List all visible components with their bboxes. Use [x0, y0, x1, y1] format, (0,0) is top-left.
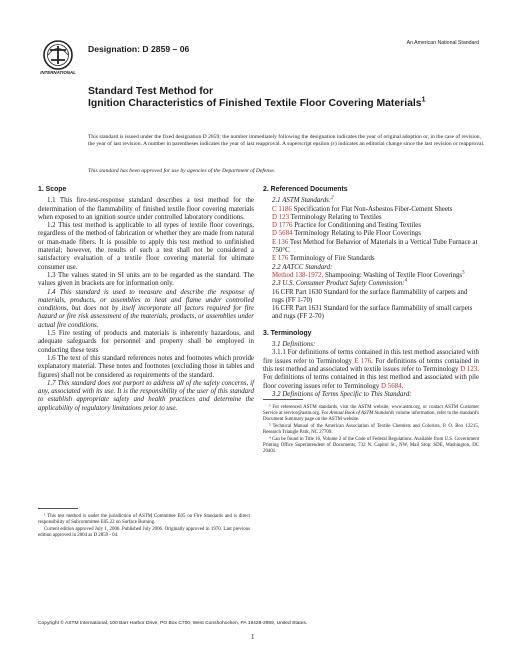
reference-item — [263, 255, 479, 263]
aatcc-heading: 2.2 AATCC Standard: — [272, 263, 333, 271]
reference-title: Test Method for Behavior of Materials in a Vertical Tube Furnace at 750°C — [272, 238, 478, 255]
cfr-1631: 16 CFR Part 1631 Standard for the surface flammability of small carpets and rugs (FF 2-70) — [272, 305, 473, 321]
fn2-italic: Annual Book of ASTM Standards — [329, 411, 395, 416]
text-part: 3.1.1 For definitions of terms contained in this test method associated with fire issues refer to Terminology — [263, 349, 479, 365]
footnote-3: ³ Technical Manual of the American Association of Textile Chemists and Colorists, P. O. Box 12215, Research Triangle Park, NC 27709. — [263, 424, 479, 435]
footnotes-right — [263, 405, 479, 456]
reference-title: Specification for Flat Non-Asbestos Fiber-Cement Sheets — [293, 205, 453, 213]
dod-approval: This standard has been approved for use by agencies of the Department of Defense. — [88, 168, 276, 174]
footnote-divider-right — [263, 399, 303, 400]
reference-title: Practice for Conditioning and Testing Textiles — [294, 222, 422, 230]
ref-d123-link[interactable]: D 123 — [460, 365, 478, 373]
document-title — [88, 86, 428, 110]
designation: Designation: D 2859 – 06 — [88, 44, 190, 54]
reference-link[interactable]: D 123 — [272, 213, 290, 221]
reference-title: Terminology of Fire Standards — [289, 255, 375, 263]
footnote-1-edition: Current edition approved July 1, 2006. Published July 2006. Originally approved in 1970. Last previous edition approved in 2004 as D 2859 - 04. — [38, 527, 250, 538]
copyright-notice: Copyright © ASTM International, 100 Barr Harbor Drive, PO Box C700, West Conshohocken, PA 19428-2959, United States. — [38, 621, 308, 626]
aatcc-link[interactable]: Method 138-1972, — [272, 271, 324, 279]
scope-heading: 1. Scope — [38, 186, 67, 193]
reference-link[interactable]: E 176 — [272, 255, 289, 263]
cpsc-heading — [263, 280, 479, 288]
astm-footnote-mark: 2 — [331, 196, 334, 201]
footnote-divider-left — [38, 508, 78, 509]
aatcc-title: Shampooing: Washing of Textile Floor Coverings — [325, 271, 463, 279]
scope-1-4: 1.4 This standard is used to measure and describe the response of materials, products, or assemblies to heat and flame under controlled conditions, but does not by itself incorporate all factors required for fire hazard or fire risk assessment of the materials, products, or assemblies under actual fire conditions. — [38, 288, 254, 329]
scope-1-2: 1.2 This test method is applicable to all types of textile floor coverings, regardless of the method of fabrication or whether they are made from natural or man-made fibers. It is possible to apply this test method to unfinished material; however, the results of such a test shall not be considered a satisfactory evaluation of a textile floor covering material for ultimate consumer use. — [38, 222, 254, 271]
reference-title: Terminology Relating to Textiles — [290, 213, 382, 221]
reference-item — [263, 222, 479, 230]
terminology-3-1-1 — [263, 349, 479, 390]
national-standard-label: An American National Standard — [406, 40, 479, 46]
text-part: . For definitions of terms contained in this test method and associated with pile floor covering issues refer to Terminology — [263, 365, 479, 390]
text-part: . — [401, 382, 404, 390]
footnote-2 — [263, 405, 479, 423]
terminology-heading: 3. Terminology — [263, 329, 312, 337]
ref-e176-link[interactable]: E 176 — [354, 357, 372, 365]
title-line-2 — [88, 94, 428, 110]
scope-1-7: 1.7 This standard does not purport to address all of the safety concerns, if any, associated with its use. It is the responsibility of the user of this standard to establish appropriate safety and health practices and determine the applicability of regulatory limitations prior to use. — [38, 379, 254, 412]
cfr-1630: 16 CFR Part 1630 Standard for the surface flammability of carpets and rugs (FF 1-70) — [272, 288, 468, 304]
issuance-notice: This standard is issued under the fixed designation D 2859; the number immediately following the designation indicates the year of original adoption or, in the case of revision, the year of last revision. A number in parentheses indicates the year of last reapproval. A superscript epsilon (ε) indicates an editorial change since the last revision or reapproval. — [88, 134, 485, 147]
scope-1-3: 1.3 The values stated in SI units are to be regarded as the standard. The values given in brackets are for information only. — [38, 271, 254, 288]
footnote-4: ⁴ Can be found in Title 16, Volume 2 of the Code of Federal Regulations. Available from U.S. Government Printing Office Superintendent of Documents, 732 N. Capitol St., NW, Mail Stop: SDE, Washington, DC 20401. — [263, 437, 479, 454]
reference-item — [263, 206, 479, 214]
scope-1-5: 1.5 Fire testing of products and materials is inherently hazardous, and adequate safeguards for personnel and property shall be employed in conducting these tests — [38, 330, 254, 354]
references-heading: 2. Referenced Documents — [263, 186, 348, 193]
reference-item — [263, 214, 479, 222]
title-footnote-mark: 1 — [421, 94, 426, 104]
page-number: 1 — [251, 634, 255, 641]
footnote-1: ¹ This test method is under the jurisdiction of ASTM Committee E05 on Fire Standards and is direct responsibility of Subcommittee E05.22 on Surface Burning. — [38, 514, 250, 525]
title-main: Ignition Characteristics of Finished Textile Floor Covering Materials — [88, 98, 422, 109]
astm-logo — [38, 38, 78, 78]
terminology-3-2: 3.2 Definitions of Terms Specific to This Standard: — [272, 390, 412, 398]
scope-1-1: 1.1 This fire-test-response standard describes a test method for the determination of the flammability of finished textile floor covering materials when exposed to an ignition source under controlled laboratory conditions. — [38, 197, 254, 221]
aatcc-footnote-mark: 3 — [462, 270, 465, 276]
fn2-text: ² For referenced ASTM standards, visit the ASTM website, www.astm.org, or contact ASTM Customer Service at service@astm.org. For — [263, 405, 479, 416]
fn2-text-end: volume information, refer to the standard's Document Summary page on the ASTM website. — [263, 411, 479, 422]
scope-1-6: 1.6 The text of this standard references notes and footnotes which provide explanatory material. These notes and footnotes (excluding those in tables and figures) shall not be considered as requirements of the standard. — [38, 354, 254, 379]
reference-item — [263, 239, 479, 256]
definitions-heading: 3.1 Definitions: — [272, 341, 316, 349]
reference-item — [263, 230, 479, 238]
reference-link[interactable]: D 5684 — [272, 230, 293, 238]
left-column — [38, 186, 254, 413]
title-line-1: Standard Test Method for — [88, 86, 214, 97]
reference-link[interactable]: C 1186 — [272, 205, 292, 213]
astm-standards-heading — [263, 197, 479, 205]
astm-heading-text: 2.1 ASTM Standards: — [272, 197, 332, 205]
footnotes-left — [38, 514, 250, 540]
ref-d5684-link[interactable]: D 5684 — [381, 382, 402, 390]
text-part: . For definitions of terms contained in this test method and associated with textile issues refer to Terminology — [263, 357, 479, 373]
reference-link[interactable]: D 1776 — [272, 222, 293, 230]
cpsc-heading-text: 2.3 U.S. Consumer Product Safety Commission: — [272, 280, 405, 288]
reference-title: Terminology Relating to Pile Floor Coverings — [294, 230, 421, 238]
cpsc-footnote-mark: 4 — [404, 278, 407, 284]
logo-caption: INTERNATIONAL — [40, 70, 76, 75]
right-column — [263, 186, 479, 399]
reference-list — [263, 206, 479, 264]
reference-link[interactable]: E 136 — [272, 238, 289, 246]
